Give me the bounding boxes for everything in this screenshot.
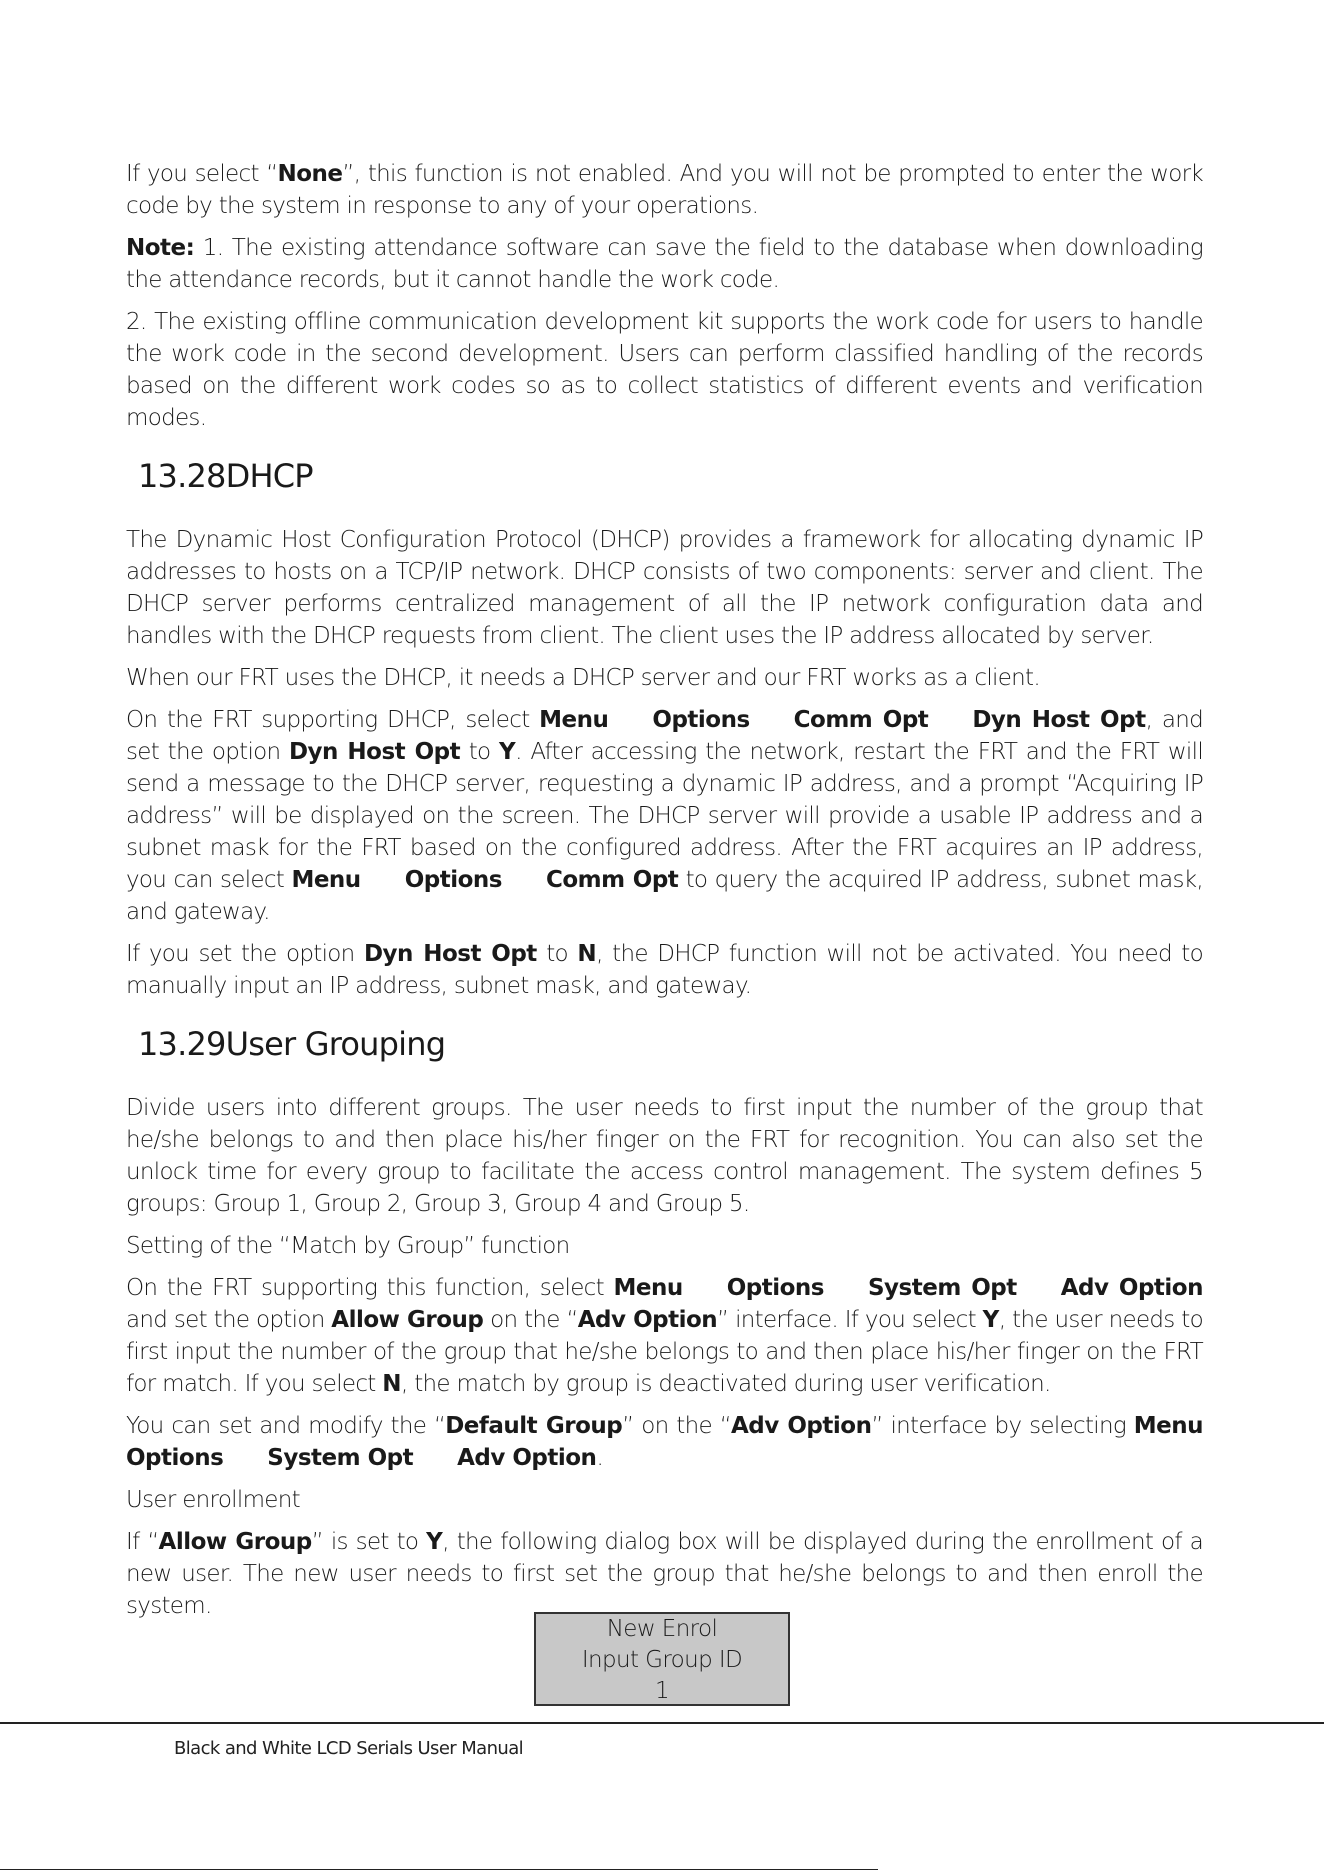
paragraph-allow-group: On the FRT supporting this function, select Menu Options System Opt Adv Option and set the option Allow Group on the “Adv Option” interface. If you select Y, the user needs to first input the number of the group that he/she belongs to and then place his/her finger on the FRT for match. If you select N, the match by group is deactivated during user verification. [126, 1275, 1203, 1397]
footer-divider [0, 1722, 1324, 1724]
note-label: Note: [126, 235, 195, 261]
paragraph-match-by-group: Setting of the “Match by Group” function [126, 1233, 570, 1259]
lcd-line-title: New Enrol [606, 1616, 718, 1642]
paragraph-user-enrollment: User enrollment [126, 1487, 300, 1513]
paragraph-dhcp-disable: If you set the option Dyn Host Opt to N, the DHCP function will not be activated. You need to manually input an IP address, subnet mask, and gateway. [126, 941, 1203, 999]
paragraph-default-group: You can set and modify the “Default Group” on the “Adv Option” interface by selecting Menu Options System Opt Adv Option. [126, 1413, 1204, 1471]
paragraph-none-option: If you select “None”, this function is not enabled. And you will not be prompted to enter the work code by the system in response to any of your operations. [126, 161, 1203, 219]
section-heading-user-grouping: 13.29User Grouping [138, 1025, 446, 1063]
page-content [126, 158, 1203, 1632]
paragraph-enroll-dialog: If “Allow Group” is set to Y, the following dialog box will be displayed during the enrollment of a new user. The new user needs to first set the group that he/she belongs to and then enroll the system. [126, 1529, 1204, 1619]
bottom-divider [0, 1869, 878, 1870]
paragraph-grouping-intro: Divide users into different groups. The user needs to first input the number of the group that he/she belongs to and then place his/her finger on the FRT for recognition. You can also set the unlock time for every group to facilitate the access control management. The system defines 5 groups: Group 1, Group 2, Group 3, Group 4 and Group 5. [126, 1095, 1203, 1217]
lcd-line-value: 1 [654, 1678, 670, 1704]
paragraph-offline-kit: 2. The existing offline communication development kit supports the work code for users to handle the work code in the second development. Users can perform classified handling of the records based on the different work codes so as to collect statistics of different events and verification modes. [126, 309, 1203, 431]
note-paragraph: Note: 1. The existing attendance software can save the field to the database when downloading the attendance records, but it cannot handle the work code. [126, 235, 1203, 293]
lcd-line-prompt: Input Group ID [581, 1647, 743, 1673]
paragraph-dhcp-intro: The Dynamic Host Configuration Protocol (DHCP) provides a framework for allocating dynamic IP addresses to hosts on a TCP/IP network. DHCP consists of two components: server and client. The DHCP server performs centralized management of all the IP network configuration data and handles with the DHCP requests from client. The client uses the IP address allocated by server. [126, 527, 1203, 649]
paragraph-dhcp-setup: On the FRT supporting DHCP, select Menu Options Comm Opt Dyn Host Opt, and set the option Dyn Host Opt to Y. After accessing the network, restart the FRT and the FRT will send a message to the DHCP server, requesting a dynamic IP address, and a prompt “Acquiring IP address” will be displayed on the screen. The DHCP server will provide a usable IP address and a subnet mask for the FRT based on the configured address. After the FRT acquires an IP address, you can select Menu Options Comm Opt to query the acquired IP address, subnet mask, and gateway. [126, 707, 1204, 925]
lcd-dialog-box [534, 1612, 790, 1706]
footer-title: Black and White LCD Serials User Manual [174, 1738, 524, 1759]
section-heading-dhcp: 13.28DHCP [138, 457, 313, 495]
paragraph-dhcp-client: When our FRT uses the DHCP, it needs a DHCP server and our FRT works as a client. [126, 665, 1040, 691]
